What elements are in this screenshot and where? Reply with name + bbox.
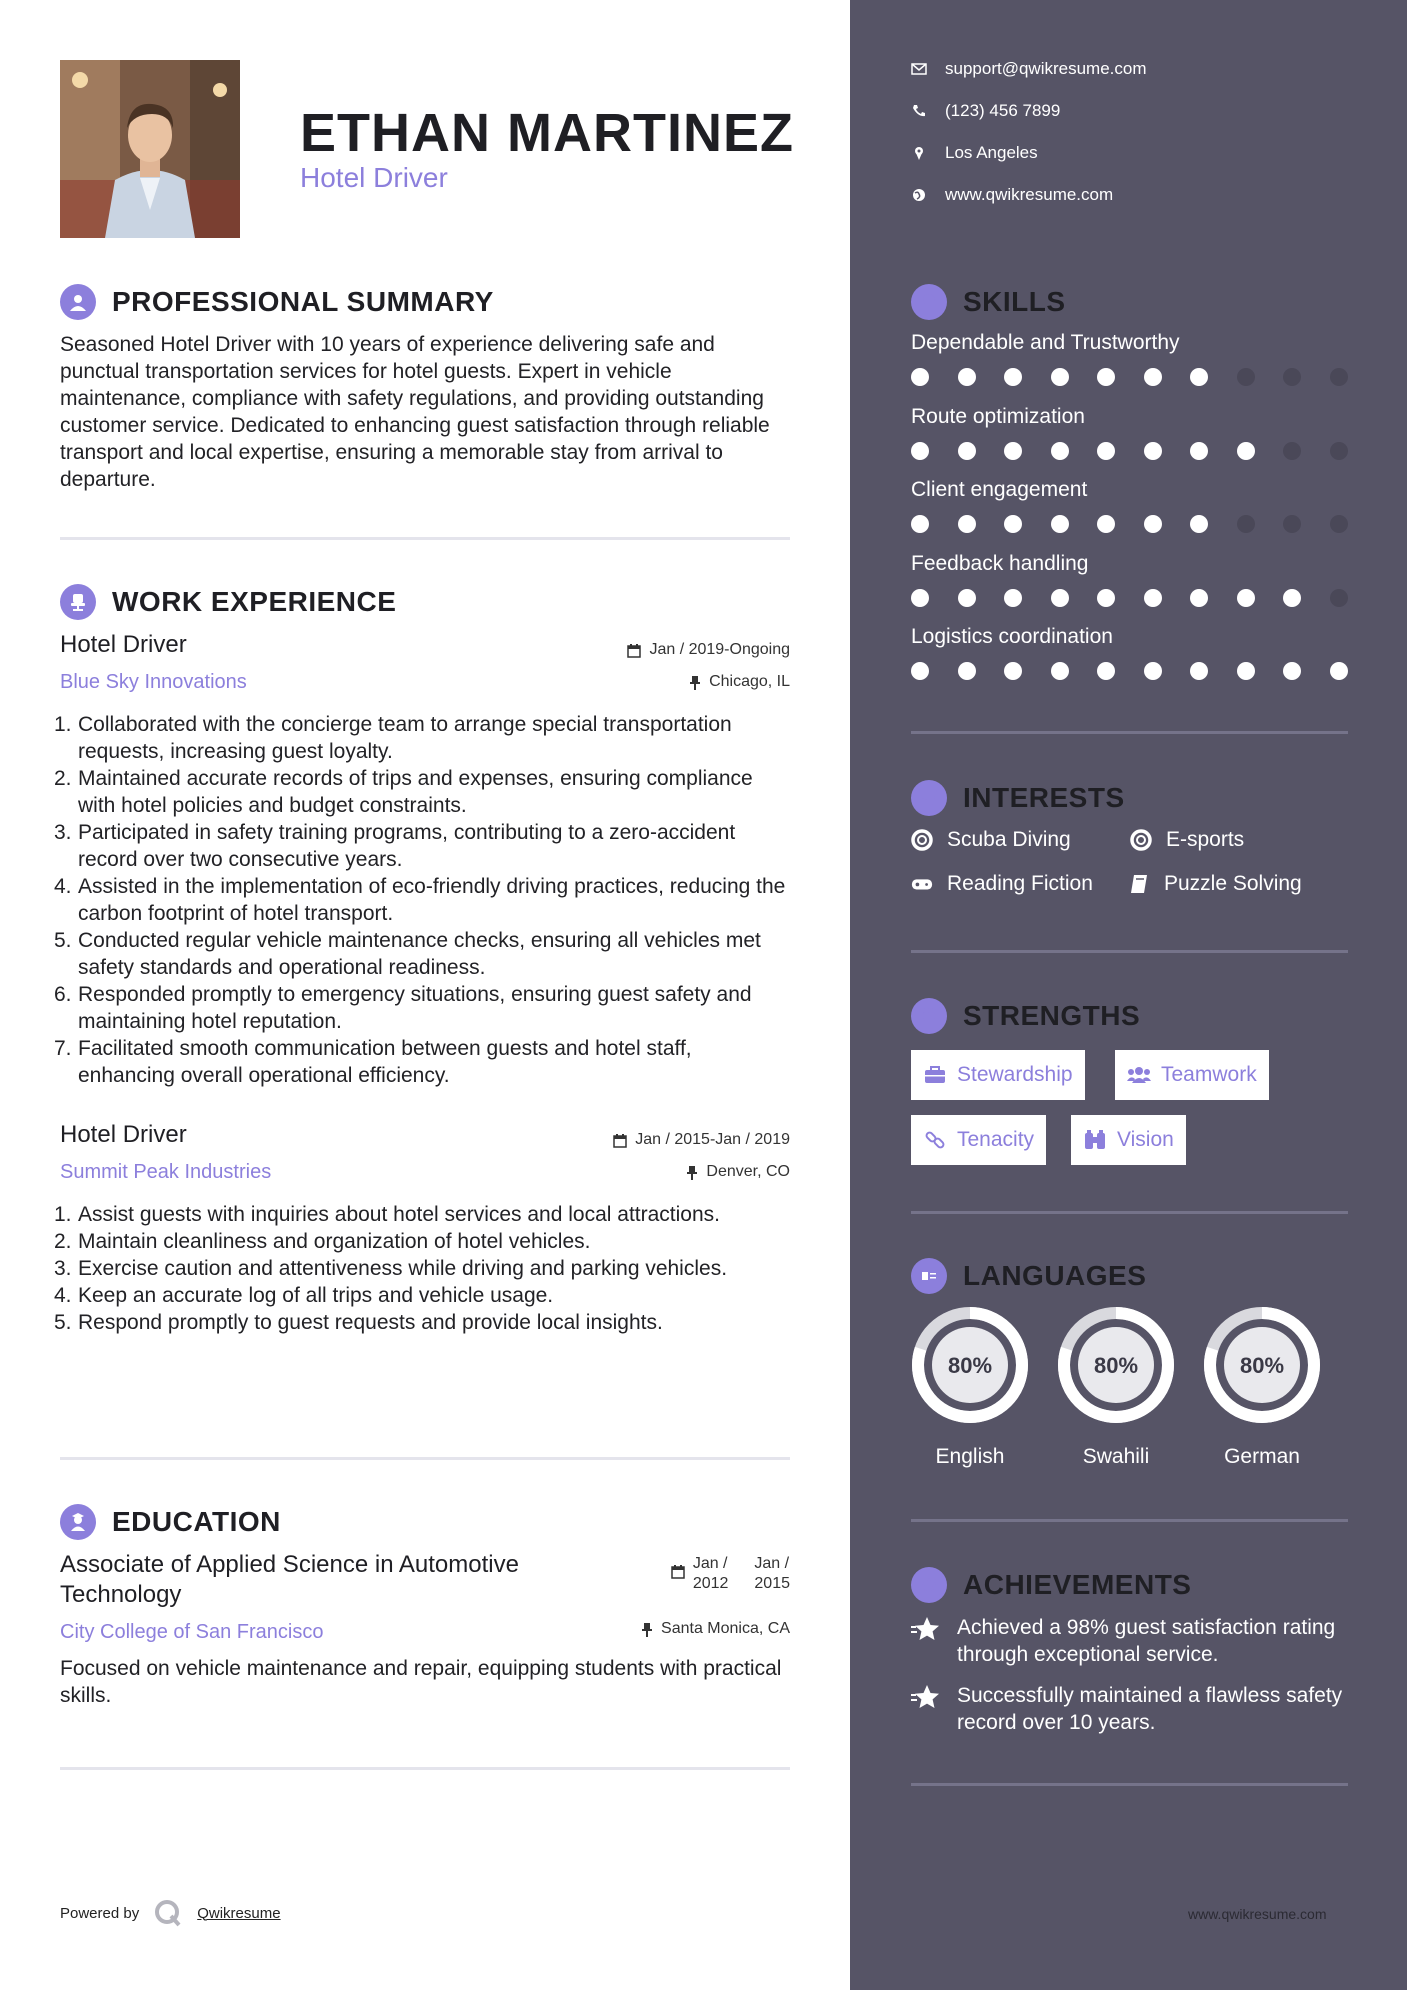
language-ring	[1055, 1304, 1177, 1426]
lightbulb-icon	[911, 284, 947, 320]
rating-dot-filled	[958, 515, 976, 533]
rating-dot-filled	[1144, 515, 1162, 533]
rating-dot-filled	[1144, 589, 1162, 607]
portrait-image	[60, 60, 240, 238]
rating-dot-filled	[911, 368, 929, 386]
language-ring	[909, 1304, 1031, 1426]
end-month: Jan /	[754, 1555, 790, 1572]
job-location	[689, 673, 790, 691]
rating-dot-filled	[958, 442, 976, 460]
rating-dot-filled	[1190, 589, 1208, 607]
job-location	[686, 1163, 790, 1181]
rating-dot-filled	[1004, 589, 1022, 607]
end-year: 2015	[754, 1575, 790, 1592]
interests-header	[911, 780, 1125, 816]
language-name: German	[1224, 1445, 1300, 1468]
achievements-header	[911, 1567, 1191, 1603]
skill-rating	[911, 442, 1376, 460]
education-description: Focused on vehicle maintenance and repair, equipping students with practical skills.	[60, 1657, 782, 1707]
list-item: 1. Collaborated with the concierge team to arrange special transportation requests, increasing guest loyalty.	[54, 713, 732, 763]
list-item: 2. Maintained accurate records of trips and expenses, ensuring compliance with hotel policies and budget constraints.	[54, 767, 753, 817]
rating-dot-filled	[1144, 368, 1162, 386]
interest-label: Reading Fiction	[947, 872, 1093, 895]
calendar-icon	[613, 1133, 627, 1148]
globe-icon	[911, 187, 927, 203]
rating-dot-filled	[911, 442, 929, 460]
star-icon	[911, 1616, 945, 1668]
graduate-icon	[60, 1504, 96, 1540]
contact-phone	[911, 101, 1060, 121]
company-name: Blue Sky Innovations	[60, 671, 247, 693]
candidate-title: Hotel Driver	[300, 162, 448, 193]
language-name: Swahili	[1082, 1445, 1150, 1468]
education-dates	[671, 1554, 790, 1594]
divider	[911, 950, 1348, 953]
strengths-heading: STRENGTHS	[963, 1000, 1141, 1031]
location-text: Los Angeles	[945, 143, 1038, 162]
skill-rating	[911, 589, 1376, 607]
star-badge-icon	[911, 1567, 947, 1603]
chair-icon	[60, 584, 96, 620]
rating-dot-filled	[1097, 442, 1115, 460]
divider	[60, 1767, 790, 1770]
skill-name: Client engagement	[911, 478, 1088, 501]
languages-header	[911, 1258, 1146, 1294]
interest-item	[911, 828, 1071, 852]
strengths-header	[911, 998, 1140, 1034]
footer-website: www.qwikresume.com	[1188, 1906, 1327, 1922]
experience-heading: WORK EXPERIENCE	[112, 586, 397, 617]
school-name: City College of San Francisco	[60, 1621, 324, 1643]
map-pin-icon	[911, 145, 927, 161]
candidate-name: ETHAN MARTINEZ	[300, 103, 794, 163]
rating-dot-filled	[1004, 442, 1022, 460]
job-location-text: Denver, CO	[706, 1163, 790, 1180]
rating-dot-filled	[1004, 662, 1022, 680]
envelope-icon	[911, 61, 927, 77]
start-year: 2012	[692, 1575, 729, 1592]
language-item	[909, 1304, 1031, 1469]
email-text: support@qwikresume.com	[945, 59, 1147, 78]
footer-powered-by	[60, 1898, 281, 1928]
lifebuoy-icon	[911, 829, 933, 851]
achievements-heading: ACHIEVEMENTS	[963, 1569, 1192, 1600]
divider	[60, 537, 790, 540]
rating-dot-filled	[1051, 589, 1069, 607]
rating-dot-empty	[1283, 368, 1301, 386]
rating-dot-empty	[1237, 515, 1255, 533]
rating-dot-filled	[1190, 442, 1208, 460]
job-dates-text: Jan / 2015-Jan / 2019	[635, 1131, 790, 1148]
phone-text: (123) 456 7899	[945, 101, 1061, 120]
divider	[911, 1211, 1348, 1214]
interest-item	[1130, 828, 1244, 852]
list-item: 3. Exercise caution and attentiveness while driving and parking vehicles.	[54, 1257, 728, 1280]
calendar-icon	[671, 1564, 685, 1579]
strength-label: Stewardship	[957, 1063, 1073, 1086]
list-item: 4. Keep an accurate log of all trips and vehicle usage.	[54, 1284, 554, 1307]
rating-dot-filled	[1144, 442, 1162, 460]
id-card-icon	[911, 1258, 947, 1294]
skills-header	[911, 284, 1066, 320]
duties-list	[54, 1201, 790, 1336]
language-item	[1201, 1304, 1323, 1469]
qwikresume-logo-icon	[153, 1898, 183, 1928]
achievement-text: Achieved a 98% guest satisfaction rating through exceptional service.	[957, 1616, 1336, 1666]
link-icon	[923, 1129, 947, 1151]
binoculars-icon	[1083, 1129, 1107, 1151]
rating-dot-filled	[958, 662, 976, 680]
strength-tag	[1071, 1115, 1186, 1165]
interest-item	[1128, 872, 1302, 896]
user-icon	[60, 284, 96, 320]
experience-header	[60, 584, 396, 620]
list-item: 5. Conducted regular vehicle maintenance checks, ensuring all vehicles met safety standards and operational readiness.	[54, 929, 761, 979]
skill-name: Dependable and Trustworthy	[911, 331, 1180, 354]
divider	[911, 1519, 1348, 1522]
rating-dot-empty	[1330, 589, 1348, 607]
interest-item	[911, 872, 1093, 896]
website-text: www.qwikresume.com	[945, 185, 1114, 204]
qwikresume-link[interactable]: Qwikresume	[197, 1904, 281, 1922]
language-name: English	[935, 1445, 1005, 1468]
language-ring	[1201, 1304, 1323, 1426]
contact-location	[911, 143, 1038, 163]
job-dates-text: Jan / 2019-Ongoing	[649, 641, 790, 658]
rating-dot-filled	[1237, 442, 1255, 460]
rating-dot-empty	[1237, 368, 1255, 386]
phone-icon	[911, 103, 927, 119]
rating-dot-filled	[1330, 662, 1348, 680]
strength-label: Tenacity	[957, 1128, 1035, 1151]
rating-dot-filled	[1051, 442, 1069, 460]
list-item: 4. Assisted in the implementation of eco-friendly driving practices, reducing the carbon footprint of hotel transport.	[54, 875, 786, 925]
interest-label: E-sports	[1166, 828, 1245, 851]
interest-label: Scuba Diving	[947, 828, 1071, 851]
strength-tag	[911, 1050, 1085, 1100]
rating-dot-filled	[958, 589, 976, 607]
rating-dot-filled	[911, 589, 929, 607]
language-item	[1055, 1304, 1177, 1469]
profile-photo	[60, 60, 240, 238]
strength-tag	[911, 1115, 1046, 1165]
rating-dot-filled	[1283, 662, 1301, 680]
rating-dot-filled	[1051, 515, 1069, 533]
list-item: 1. Assist guests with inquiries about hotel services and local attractions.	[54, 1203, 720, 1226]
contact-website	[911, 185, 1113, 205]
skill-rating	[911, 368, 1376, 386]
skills-heading: SKILLS	[963, 286, 1066, 317]
rating-dot-empty	[1330, 368, 1348, 386]
degree-title: Associate of Applied Science in Automotive Technology	[60, 1551, 519, 1608]
strength-label: Teamwork	[1161, 1063, 1257, 1086]
education-header	[60, 1504, 281, 1540]
list-item: 6. Responded promptly to emergency situations, ensuring guest safety and maintaining hotel reputation.	[54, 983, 752, 1033]
list-item: 3. Participated in safety training programs, contributing to a zero-accident record over two consecutive years.	[54, 821, 736, 871]
rating-dot-filled	[1097, 589, 1115, 607]
powered-by-label: Powered by	[60, 1904, 140, 1922]
achievement-text: Successfully maintained a flawless safety record over 10 years.	[957, 1684, 1343, 1734]
rating-dot-filled	[1051, 662, 1069, 680]
rating-dot-empty	[1330, 515, 1348, 533]
list-item: 5. Respond promptly to guest requests and provide local insights.	[54, 1311, 663, 1334]
divider	[60, 1457, 790, 1460]
start-month: Jan /	[692, 1555, 728, 1572]
paper-plane-icon	[911, 780, 947, 816]
rating-dot-filled	[1190, 515, 1208, 533]
rating-dot-filled	[1190, 662, 1208, 680]
job-dates	[613, 1131, 790, 1149]
rating-dot-filled	[1190, 368, 1208, 386]
rating-dot-empty	[1283, 442, 1301, 460]
job-location-text: Chicago, IL	[709, 673, 790, 690]
rating-dot-filled	[911, 515, 929, 533]
interest-label: Puzzle Solving	[1164, 872, 1302, 895]
summary-text: Seasoned Hotel Driver with 10 years of experience delivering safe and punctual transportation services for hotel guests. Expert in vehicle maintenance, compliance with safety regulations, and providing outstanding customer service. Dedicated to enhancing guest satisfaction through reliable transport and local expertise, ensuring a memorable stay from arrival to departure.	[60, 333, 770, 491]
divider	[911, 1783, 1348, 1786]
skill-name: Route optimization	[911, 404, 1085, 428]
divider	[911, 731, 1348, 734]
rating-dot-filled	[958, 368, 976, 386]
education-location-text: Santa Monica, CA	[661, 1620, 790, 1637]
summary-heading: PROFESSIONAL SUMMARY	[112, 286, 494, 317]
education-location	[641, 1620, 790, 1638]
pin-icon	[641, 1622, 653, 1637]
rating-dot-filled	[1283, 589, 1301, 607]
rating-dot-filled	[1237, 589, 1255, 607]
languages-heading: LANGUAGES	[963, 1260, 1147, 1291]
rating-dot-filled	[1004, 515, 1022, 533]
calendar-icon	[627, 643, 641, 658]
rating-dot-filled	[1097, 515, 1115, 533]
job-title: Hotel Driver	[60, 631, 187, 658]
duties-list	[54, 711, 790, 1089]
job-dates	[627, 641, 790, 659]
achievement-item	[911, 1614, 1351, 1668]
rating-dot-filled	[1097, 662, 1115, 680]
language-percent: 80%	[947, 1353, 993, 1378]
company-name: Summit Peak Industries	[60, 1161, 272, 1183]
skill-rating	[911, 662, 1376, 680]
skill-rating	[911, 515, 1376, 533]
rating-dot-filled	[911, 662, 929, 680]
rating-dot-filled	[1004, 368, 1022, 386]
book-icon	[1128, 873, 1150, 895]
gamepad-icon	[911, 873, 933, 895]
language-percent: 80%	[1239, 1353, 1285, 1378]
pin-icon	[686, 1165, 698, 1180]
summary-header	[60, 284, 494, 320]
education-heading: EDUCATION	[112, 1506, 281, 1537]
interests-heading: INTERESTS	[963, 782, 1125, 813]
achievement-item	[911, 1682, 1351, 1736]
skill-name: Feedback handling	[911, 551, 1089, 575]
rating-dot-empty	[1283, 515, 1301, 533]
users-icon	[1127, 1064, 1151, 1086]
rating-dot-filled	[1237, 662, 1255, 680]
rating-dot-filled	[1097, 368, 1115, 386]
contact-email	[911, 59, 1147, 79]
language-percent: 80%	[1093, 1353, 1139, 1378]
rating-dot-filled	[1051, 368, 1069, 386]
strength-tag	[1115, 1050, 1269, 1100]
pin-icon	[689, 675, 701, 690]
briefcase-icon	[923, 1064, 947, 1086]
skill-name: Logistics coordination	[911, 625, 1113, 648]
star-icon	[911, 1684, 945, 1736]
fist-icon	[911, 998, 947, 1034]
rating-dot-empty	[1330, 442, 1348, 460]
list-item: 7. Facilitated smooth communication between guests and hotel staff, enhancing overall operational efficiency.	[54, 1037, 692, 1087]
lifebuoy-icon	[1130, 829, 1152, 851]
strength-label: Vision	[1117, 1128, 1174, 1151]
list-item: 2. Maintain cleanliness and organization of hotel vehicles.	[54, 1230, 591, 1253]
rating-dot-filled	[1144, 662, 1162, 680]
job-title: Hotel Driver	[60, 1121, 187, 1148]
